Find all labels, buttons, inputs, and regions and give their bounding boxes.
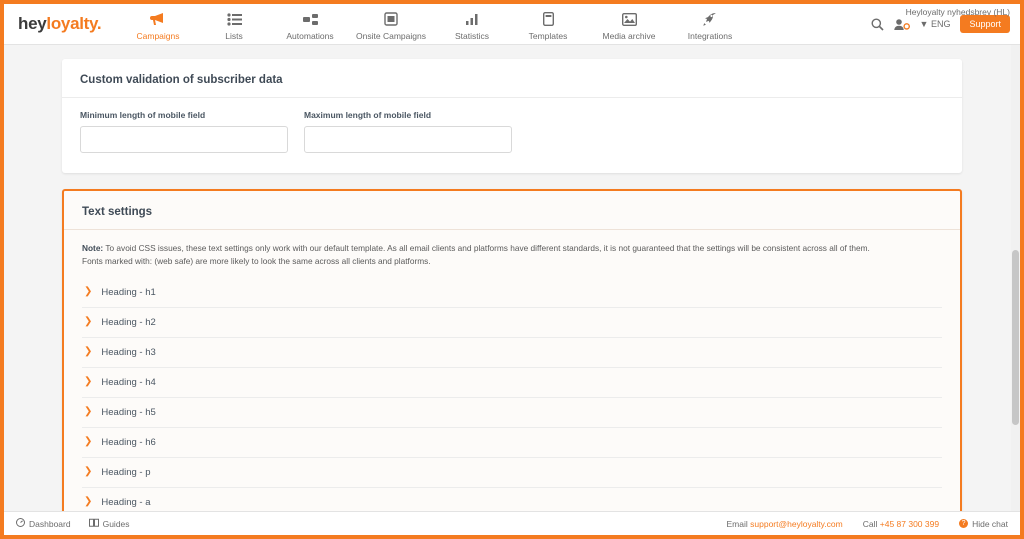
note-line-2: Fonts marked with: (web safe) are more likely to look the same across all clients and platforms. xyxy=(82,255,431,266)
nav-item-integrations[interactable] xyxy=(672,4,748,45)
max-mobile-length-input[interactable] xyxy=(304,126,512,153)
hide-chat-label: Hide chat xyxy=(972,518,1008,529)
accordion-label-a: Heading - a xyxy=(101,496,151,508)
scrollbar-thumb[interactable] xyxy=(1012,250,1019,425)
max-mobile-length-label: Maximum length of mobile field xyxy=(304,110,432,120)
footer-email-value[interactable]: support@heyloyalty.com xyxy=(750,518,843,529)
chevron-right-icon: ❯ xyxy=(84,466,93,478)
accordion-label-h5: Heading - h5 xyxy=(101,406,156,418)
footer-guides-link[interactable] xyxy=(89,518,130,529)
accordion-row-p[interactable] xyxy=(82,458,942,488)
min-mobile-length-field xyxy=(80,110,288,153)
user-settings-icon[interactable] xyxy=(894,18,910,31)
chevron-right-icon: ❯ xyxy=(84,406,93,418)
footer-guides-label: Guides xyxy=(102,518,130,529)
dashboard-icon xyxy=(16,518,25,529)
note-line-1: To avoid CSS issues, these text settings only work with our default template. As all email clients and platforms have different standards, it is not guaranteed that the settings will be consistent across all of them. xyxy=(103,243,870,253)
nav-item-media-archive-label: Media archive xyxy=(602,30,656,41)
note-bold-prefix: Note: xyxy=(82,243,104,253)
nav-item-automations-label: Automations xyxy=(286,30,334,41)
account-label: Heyloyalty nyhedsbrev (HL) xyxy=(905,7,1010,17)
accordion-row-h5[interactable] xyxy=(82,398,942,428)
search-icon[interactable] xyxy=(871,18,884,31)
nav-item-integrations-label: Integrations xyxy=(687,30,733,41)
accordion-row-h3[interactable] xyxy=(82,338,942,368)
logo-text-hey: hey xyxy=(18,14,47,33)
custom-validation-body xyxy=(62,98,962,173)
nav-item-onsite-campaigns-label: Onsite Campaigns xyxy=(356,30,426,41)
nav-right-controls xyxy=(871,4,1020,45)
nav-item-automations[interactable] xyxy=(272,4,348,45)
window-icon xyxy=(384,11,398,28)
logo-text-loyalty: loyalty xyxy=(46,14,97,33)
custom-validation-title: Custom validation of subscriber data xyxy=(62,59,962,98)
top-navigation-bar xyxy=(4,4,1020,45)
chevron-right-icon: ❯ xyxy=(84,316,93,328)
text-settings-note xyxy=(64,230,960,272)
accordion-label-h3: Heading - h3 xyxy=(101,346,156,358)
list-icon xyxy=(227,11,242,28)
min-mobile-length-input[interactable] xyxy=(80,126,288,153)
nav-item-lists[interactable] xyxy=(196,4,272,45)
validation-field-row xyxy=(80,110,944,153)
text-settings-accordion-list xyxy=(64,272,960,531)
footer-right xyxy=(727,519,1009,529)
plug-icon xyxy=(703,11,717,28)
chevron-right-icon: ❯ xyxy=(84,376,93,388)
nav-item-media-archive[interactable] xyxy=(586,4,672,45)
chevron-right-icon: ❯ xyxy=(84,346,93,358)
nav-item-templates-label: Templates xyxy=(528,30,568,41)
nav-item-statistics[interactable] xyxy=(434,4,510,45)
template-icon xyxy=(543,11,554,28)
nav-item-campaigns-label: Campaigns xyxy=(136,30,180,41)
hide-chat-button[interactable] xyxy=(959,519,1008,529)
accordion-row-h6[interactable] xyxy=(82,428,942,458)
nav-item-lists-label: Lists xyxy=(225,30,243,41)
language-selector[interactable]: ▼ ENG xyxy=(919,19,951,29)
footer-email xyxy=(727,519,843,529)
accordion-row-h1[interactable] xyxy=(82,278,942,308)
footer-bar xyxy=(4,511,1020,535)
image-icon xyxy=(622,11,637,28)
nav-item-campaigns[interactable] xyxy=(120,4,196,45)
chevron-right-icon: ❯ xyxy=(84,496,93,508)
main-content xyxy=(4,45,1020,511)
chart-icon xyxy=(465,11,479,28)
heyloyalty-logo[interactable] xyxy=(4,14,120,34)
chat-icon: ? xyxy=(959,519,968,528)
logo-dot: . xyxy=(96,14,102,33)
nav-item-templates[interactable] xyxy=(510,4,586,45)
footer-call xyxy=(863,519,939,529)
max-mobile-length-field xyxy=(304,110,512,153)
footer-call-label: Call xyxy=(862,518,878,529)
nav-item-statistics-label: Statistics xyxy=(454,30,489,41)
min-mobile-length-label: Minimum length of mobile field xyxy=(80,110,206,120)
footer-email-label: Email xyxy=(726,518,748,529)
nav-item-onsite-campaigns[interactable] xyxy=(348,4,434,45)
accordion-label-h4: Heading - h4 xyxy=(101,376,156,388)
megaphone-icon xyxy=(150,11,166,28)
guides-icon xyxy=(89,518,99,529)
footer-call-value[interactable]: +45 87 300 399 xyxy=(879,518,940,529)
nav-items xyxy=(120,4,748,45)
support-button[interactable]: Support xyxy=(960,15,1010,33)
automation-icon xyxy=(302,11,319,28)
accordion-label-h2: Heading - h2 xyxy=(101,316,156,328)
text-settings-title: Text settings xyxy=(64,191,960,230)
footer-dashboard-label: Dashboard xyxy=(29,518,71,529)
custom-validation-card xyxy=(62,59,962,173)
chevron-right-icon: ❯ xyxy=(84,436,93,448)
page-scrollbar[interactable] xyxy=(1011,45,1020,511)
chevron-right-icon: ❯ xyxy=(84,286,93,298)
text-settings-card xyxy=(62,189,962,533)
footer-dashboard-link[interactable] xyxy=(16,518,71,529)
accordion-label-p: Heading - p xyxy=(101,466,151,478)
accordion-row-h4[interactable] xyxy=(82,368,942,398)
accordion-row-h2[interactable] xyxy=(82,308,942,338)
accordion-label-h1: Heading - h1 xyxy=(101,286,156,298)
accordion-label-h6: Heading - h6 xyxy=(101,436,156,448)
